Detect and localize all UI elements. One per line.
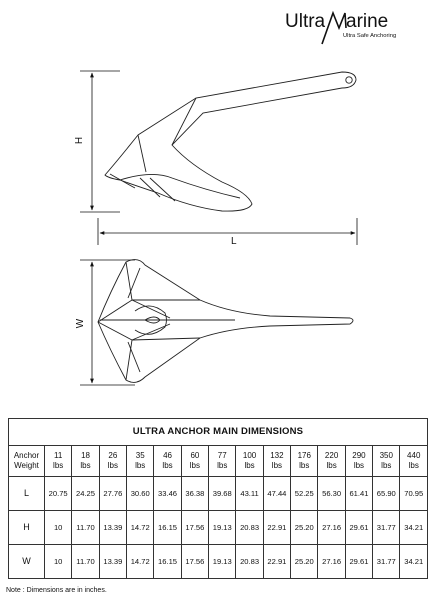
dimension-value-cell: 33.46 xyxy=(154,477,181,511)
dimension-value-cell: 25.20 xyxy=(291,545,318,579)
brand-tagline: Ultra Safe Anchoring xyxy=(343,33,397,39)
dimension-value-cell: 19.13 xyxy=(209,545,236,579)
brand-name-right: arine xyxy=(346,11,389,32)
dimension-value-cell: 43.11 xyxy=(236,477,263,511)
weight-value: 132 xyxy=(270,451,284,460)
weight-header-cell xyxy=(291,446,318,477)
dimension-value-cell: 10 xyxy=(45,545,72,579)
weight-header-cell xyxy=(318,446,345,477)
weight-unit: lbs xyxy=(271,461,283,470)
weight-value: 290 xyxy=(352,451,366,460)
brand-name-left: Ultra xyxy=(285,11,326,32)
weight-value: 11 xyxy=(54,451,63,460)
dimension-value-cell: 17.56 xyxy=(181,545,208,579)
weight-value: 60 xyxy=(190,451,200,460)
dimension-value-cell: 61.41 xyxy=(345,477,372,511)
weight-header-cell xyxy=(99,446,126,477)
dimension-value-cell: 34.21 xyxy=(400,511,428,545)
weight-unit: lbs xyxy=(326,461,337,470)
weight-unit: lbs xyxy=(381,461,392,470)
dimension-value-cell: 47.44 xyxy=(263,477,290,511)
dimension-value-cell: 24.25 xyxy=(72,477,99,511)
dimension-value-cell: 29.61 xyxy=(345,511,372,545)
weight-unit: lbs xyxy=(162,461,173,470)
dimension-value-cell: 31.77 xyxy=(373,545,400,579)
dimension-value-cell: 13.39 xyxy=(99,511,126,545)
weight-unit: lbs xyxy=(353,461,365,470)
weight-value: 350 xyxy=(379,451,393,460)
dimension-value-cell: 20.75 xyxy=(45,477,72,511)
dimension-value-cell: 70.95 xyxy=(400,477,428,511)
weight-header-cell xyxy=(345,446,372,477)
weight-unit: lbs xyxy=(135,461,146,470)
dimension-value-cell: 39.68 xyxy=(209,477,236,511)
anchor-top-view xyxy=(98,260,353,383)
weight-header-cell xyxy=(154,446,181,477)
dimension-value-cell: 13.39 xyxy=(99,545,126,579)
weight-unit: lbs xyxy=(53,461,64,470)
weight-unit: lbs xyxy=(299,461,310,470)
weight-unit: lbs xyxy=(189,461,200,470)
row-label-cell: L xyxy=(9,477,45,511)
dimension-value-cell: 14.72 xyxy=(127,511,154,545)
table-header-row xyxy=(9,446,428,477)
table-row xyxy=(9,477,428,511)
dimension-value-cell: 29.61 xyxy=(345,545,372,579)
weight-unit: lbs xyxy=(217,461,228,470)
table-row xyxy=(9,545,428,579)
dimensions-table xyxy=(8,418,428,579)
dimension-value-cell: 22.91 xyxy=(263,511,290,545)
dimension-value-cell: 34.21 xyxy=(400,545,428,579)
weight-value: 18 xyxy=(81,451,90,460)
dimension-value-cell: 65.90 xyxy=(373,477,400,511)
dimension-value-cell: 25.20 xyxy=(291,511,318,545)
dimension-value-cell: 14.72 xyxy=(127,545,154,579)
weight-value: 220 xyxy=(324,451,339,460)
l-dimension xyxy=(98,218,357,245)
weight-header-cell xyxy=(400,446,428,477)
weight-header-cell xyxy=(127,446,154,477)
weight-unit: lbs xyxy=(107,461,118,470)
dimension-value-cell: 20.83 xyxy=(236,545,263,579)
weight-unit: lbs xyxy=(80,461,91,470)
weight-value: 35 xyxy=(135,451,145,460)
table-row xyxy=(9,511,428,545)
weight-unit: lbs xyxy=(408,461,419,470)
weight-value: 100 xyxy=(242,451,257,460)
dimension-value-cell: 30.60 xyxy=(127,477,154,511)
weight-header-cell xyxy=(181,446,208,477)
dimension-value-cell: 36.38 xyxy=(181,477,208,511)
anchor-side-view xyxy=(105,72,356,211)
weight-header-cell xyxy=(236,446,263,477)
dimension-value-cell: 10 xyxy=(45,511,72,545)
w-dimension xyxy=(80,260,135,385)
weight-unit: lbs xyxy=(244,461,255,470)
dimension-value-cell: 31.77 xyxy=(373,511,400,545)
dimension-value-cell: 20.83 xyxy=(236,511,263,545)
weight-value: 46 xyxy=(163,451,172,460)
weight-header-cell xyxy=(72,446,99,477)
row-label-cell: H xyxy=(9,511,45,545)
dimension-value-cell: 27.16 xyxy=(318,511,345,545)
w-dimension-label: W xyxy=(75,318,87,329)
dimension-value-cell: 17.56 xyxy=(181,511,208,545)
dimension-value-cell: 27.76 xyxy=(99,477,126,511)
weight-value: 26 xyxy=(108,451,118,460)
dimension-value-cell: 22.91 xyxy=(263,545,290,579)
weight-header-cell xyxy=(45,446,72,477)
dimension-value-cell: 19.13 xyxy=(209,511,236,545)
dimension-value-cell: 27.16 xyxy=(318,545,345,579)
dimension-value-cell: 52.25 xyxy=(291,477,318,511)
weight-header-cell xyxy=(263,446,290,477)
dimension-value-cell: 16.15 xyxy=(154,545,181,579)
header-label-cell: Anchor Weight xyxy=(9,446,45,477)
l-dimension-label: L xyxy=(231,236,237,247)
dimension-value-cell: 11.70 xyxy=(72,545,99,579)
weight-header-cell xyxy=(209,446,236,477)
weight-value: 176 xyxy=(297,451,311,460)
h-dimension xyxy=(80,71,120,212)
row-label-cell: W xyxy=(9,545,45,579)
dimension-value-cell: 56.30 xyxy=(318,477,345,511)
dimension-value-cell: 11.70 xyxy=(72,511,99,545)
dimensions-note: Note : Dimensions are in inches. xyxy=(6,587,107,594)
dimension-value-cell: 16.15 xyxy=(154,511,181,545)
h-dimension-label: H xyxy=(74,136,86,145)
weight-value: 440 xyxy=(407,451,421,460)
weight-value: 77 xyxy=(217,451,227,460)
weight-header-cell xyxy=(373,446,400,477)
table-title: ULTRA ANCHOR MAIN DIMENSIONS xyxy=(9,419,428,446)
